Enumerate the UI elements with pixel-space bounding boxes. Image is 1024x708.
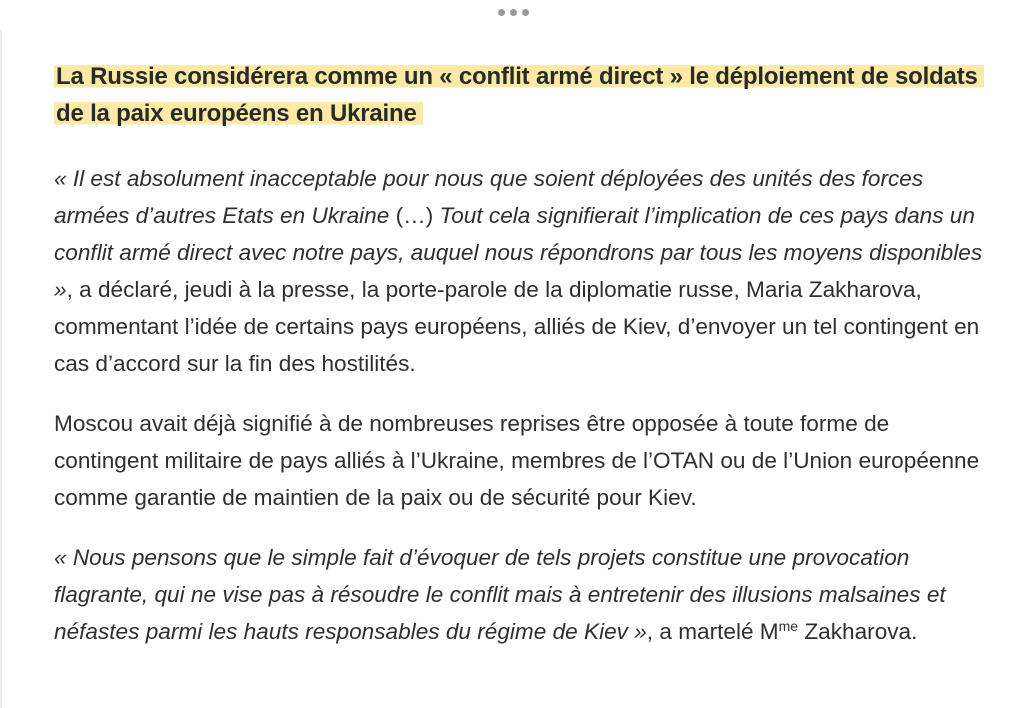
paragraph-2: Moscou avait déjà signifié à de nombreuses reprises être opposée à toute forme de contingent militaire de pays alliés à l’Ukraine, membres de l’OTAN ou de l’Union européenne comme garantie de maintien de la paix ou de sécurité pour Kiev.	[54, 411, 980, 510]
dot	[510, 9, 517, 16]
quote-1b: Tout cela signifierait l’implication de ces pays dans un conflit armé direct avec notre pays, auquel nous répondrons par tous les moyens disponibles »	[54, 203, 983, 302]
quote-3: « Nous pensons que le simple fait d’évoquer de tels projets constitue une provocation flagrante, qui ne vise pas à résoudre le conflit mais à entretenir des illusions malsaines et néfastes parmi les hauts responsables du régime de Kiev »	[54, 545, 946, 644]
paragraph-3-rest-a: , a martelé M	[646, 619, 779, 644]
paragraph-1-rest: , a déclaré, jeudi à la presse, la porte-parole de la diplomatie russe, Maria Zakharova, commentant l’idée de certains pays européens, alliés de Kiev, d’envoyer un tel contingent en cas d’accord sur la fin des hostilités.	[54, 277, 980, 376]
paragraph-1	[54, 160, 984, 382]
paragraph-3-rest-b: Zakharova.	[798, 619, 918, 644]
dot	[522, 9, 529, 16]
left-border	[0, 30, 2, 708]
quote-ellipsis: (…)	[395, 203, 434, 228]
quote-1a: « Il est absolument inacceptable pour nous que soient déployées des unités des forces armées d’autres Etats en Ukraine	[54, 166, 924, 228]
more-horizontal-icon[interactable]	[498, 9, 529, 16]
paragraph-3	[54, 539, 984, 650]
headline-highlight: La Russie considérera comme un « conflit armé direct » le déploiement de soldats de la paix européens en Ukraine	[54, 63, 984, 127]
article-body	[54, 58, 984, 673]
dot	[498, 9, 505, 16]
article-headline	[54, 58, 984, 132]
superscript-me: me	[778, 618, 799, 634]
